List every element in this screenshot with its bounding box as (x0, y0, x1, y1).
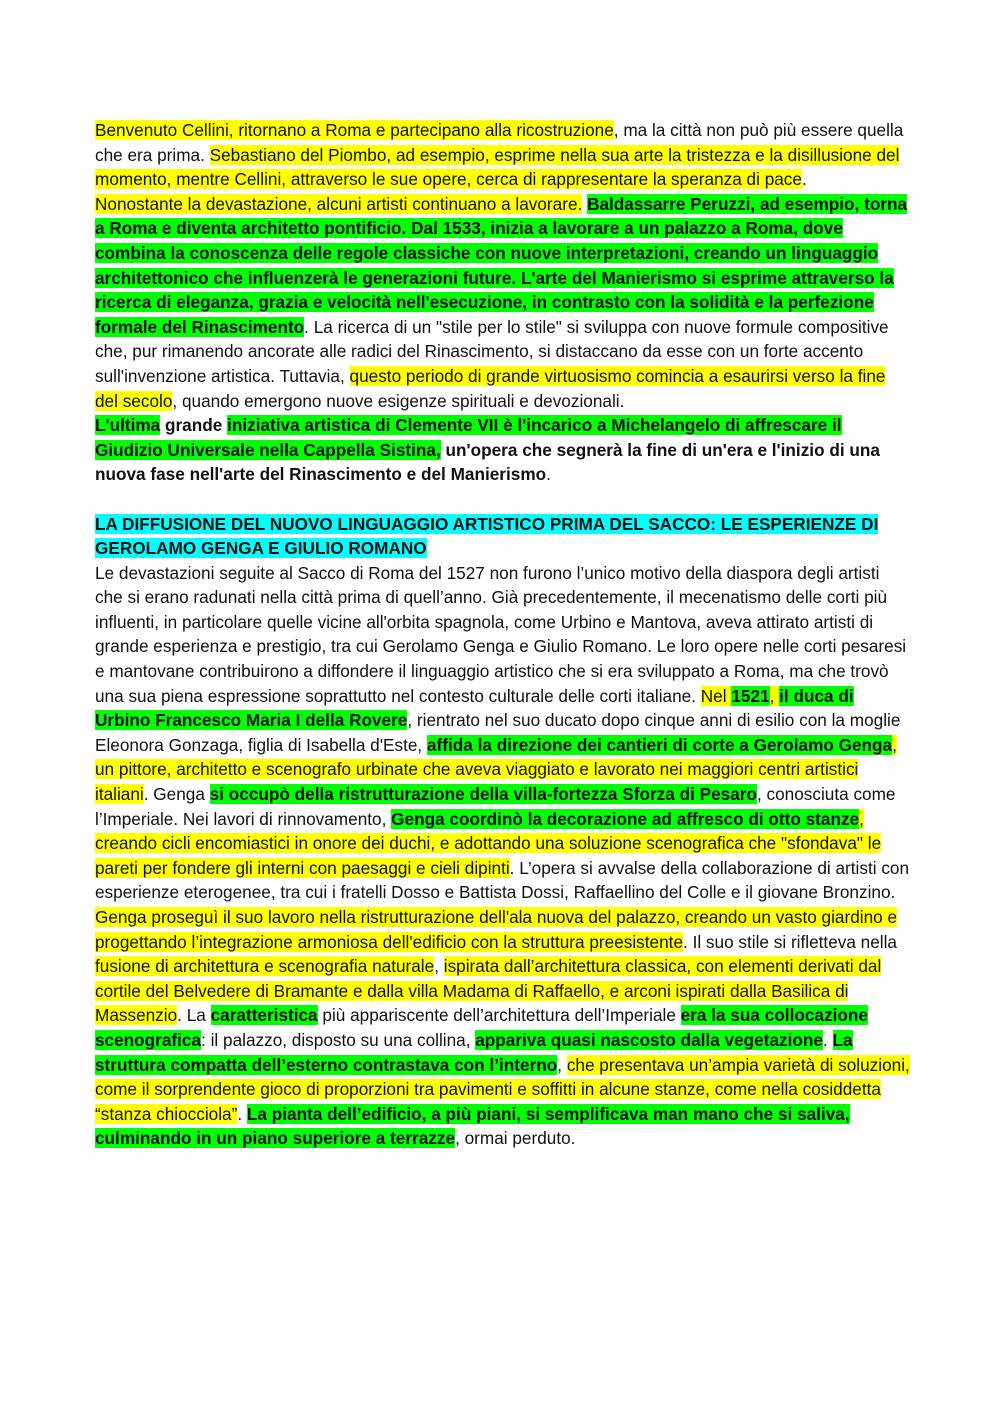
document-page (95, 118, 910, 1151)
text-segment: che presentava un’ampia varietà di soluzioni, come il sorprendente gioco di proporzioni tra pavimenti e soffitti in alcune stanze, come nella cosiddetta “stanza chiocciola” (95, 1054, 910, 1124)
text-segment: . La (177, 1005, 211, 1026)
paragraph-clemente (95, 413, 910, 487)
text-segment: . (546, 464, 551, 485)
text-segment: . (822, 1029, 833, 1050)
text-segment: . (801, 169, 807, 190)
text-segment: , un pittore, architetto e scenografo urbinate che aveva viaggiato e lavorato nei maggiori centri artistici italiani (95, 734, 897, 805)
text-segment: . Genga (143, 784, 210, 805)
text-segment: Genga proseguì il suo lavoro nella ristrutturazione dell'ala nuova del palazzo, creando un vasto giardino e progettando l’integrazione armoniosa dell'edificio con la struttura preesistente (95, 907, 898, 952)
text-segment: questo periodo di grande virtuosismo comincia a esaurirsi verso la fine del secolo (95, 365, 886, 411)
text-segment: iniziativa artistica di Clemente VII è l'incarico a Michelangelo di affrescare il Giudizio Universale nella Cappella Sistina, (95, 415, 842, 460)
text-segment: si occupò della ristrutturazione della villa-fortezza Sforza di Pesaro (209, 784, 757, 805)
text-segment: affida la direzione dei cantieri di corte a Gerolamo Genga (426, 734, 893, 755)
section-heading-text: LA DIFFUSIONE DEL NUOVO LINGUAGGIO ARTISTICO PRIMA DEL SACCO: LE ESPERIENZE DI GEROLAMO GENGA E GIULIO ROMANO (95, 513, 879, 559)
text-segment: L'ultima (95, 415, 161, 436)
paragraph-genga (95, 561, 910, 1151)
paragraph-spacer (95, 487, 910, 512)
text-segment: , (557, 1054, 567, 1075)
text-segment: , creando cicli encomiastici in onore dei duchi, e adottando una soluzione scenografica che "sfondava" le pareti per fondere gli interni con paesaggi e cieli dipinti (95, 808, 882, 878)
text-segment: il duca di Urbino Francesco Maria I della Rovere (95, 685, 854, 731)
section-heading (95, 512, 910, 561)
text-segment: , (434, 956, 444, 977)
text-segment: , rientrato nel suo ducato dopo cinque anni di esilio con la moglie Eleonora Gonzaga, figlia di Isabella d'Este, (95, 710, 901, 755)
text-segment: , conosciuta come l’Imperiale. Nei lavori di rinnovamento, (95, 784, 896, 829)
text-segment: ispirata dall’architettura classica, con elementi derivati dal cortile del Belvedere di Bramante e dalla villa Madama di Raffaello, e arconi ispirati dalla Basilica di Massenzio (95, 956, 882, 1026)
text-segment: Nel (700, 685, 732, 706)
text-segment: un'opera che segnerà la fine di un'era e l'inizio di una nuova fase nell'arte del Rinascimento e del Manierismo (95, 439, 880, 485)
text-segment: , ma la città non può più essere quella che era prima. (95, 120, 904, 165)
text-segment: Baldassarre Peruzzi, ad esempio, torna a Roma e diventa architetto pontificio. Dal 1533, inizia a lavorare a un palazzo a Roma, dove combina la conoscenza delle regole classiche con nuove interpretazioni, creando un linguaggio architettonico che influenzerà le generazioni future. L'arte del Manierismo si esprime attraverso la ricerca di eleganza, grazia e velocità nell'esecuzione, in contrasto con la solidità e la perfezione formale del Rinascimento (95, 193, 908, 337)
text-segment: , quando emergono nuove esigenze spirituali e devozionali. (172, 390, 625, 411)
text-segment: Le devastazioni seguite al Sacco di Roma del 1527 non furono l’unico motivo della diaspora degli artisti che si erano radunati nella città prima di quell’anno. Già precedentemente, il mecenatismo delle corti più influenti, in particolare quelle vicine all'orbita spagnola, come Urbino e Mantova, aveva attirato artisti di grande esperienza e prestigio, tra cui Gerolamo Genga e Giulio Romano. Le loro opere nelle corti pesaresi e mantovane contribuirono a diffondere il linguaggio artistico che si era sviluppato a Roma, ma che trovò una sua piena espressione soprattutto nel contesto culturale delle corti italiane. (95, 562, 907, 706)
text-segment: era la sua collocazione scenografica (95, 1005, 868, 1050)
text-segment: 1521 (731, 685, 770, 706)
text-segment: caratteristica (210, 1005, 318, 1026)
text-segment: , (769, 685, 780, 706)
text-segment: . La ricerca di un "stile per lo stile" si sviluppa con nuove formule compositive che, pur rimanendo ancorate alle radici del Rinascimento, si distaccano da esse con un forte accento sull'invenzione artistica. Tuttavia, (95, 316, 889, 386)
text-segment: Benvenuto Cellini, ritornano a Roma e partecipano alla ricostruzione (95, 120, 614, 140)
text-segment: : il palazzo, disposto su una collina, (201, 1029, 476, 1050)
text-segment: fusione di architettura e scenografia naturale (95, 956, 435, 977)
text-segment: La struttura compatta dell’esterno contrastava con l’interno (95, 1029, 853, 1075)
text-segment: Genga coordinò la decorazione ad affresco di otto stanze (391, 808, 860, 829)
text-segment: . (237, 1103, 247, 1124)
text-segment: . Il suo stile si rifletteva nella (683, 931, 897, 952)
text-segment: , ormai perduto. (455, 1128, 576, 1149)
text-segment: . L’opera si avvalse della collaborazione di artisti con esperienze eterogenee, tra cui i fratelli Dosso e Battista Dossi, Raffaellino del Colle e il giovane Bronzino. (95, 857, 910, 903)
paragraph-cellini (95, 118, 910, 192)
text-segment: appariva quasi nascosto dalla vegetazione (475, 1029, 823, 1050)
text-segment: grande (160, 415, 228, 436)
text-segment: più appariscente dell’architettura dell’Imperiale (317, 1005, 681, 1026)
paragraph-peruzzi (95, 192, 910, 413)
text-segment: Sebastiano del Piombo, ad esempio, esprime nella sua arte la tristezza e la disillusione del momento, mentre Cellini, attraverso le sue opere, cerca di rappresentare la speranza di pace (95, 144, 900, 190)
text-segment: La pianta dell’edificio, a più piani, si semplificava man mano che si saliva, culminando in un piano superiore a terrazze (95, 1103, 850, 1149)
text-segment: Nonostante la devastazione, alcuni artisti continuano a lavorare. (95, 193, 583, 214)
